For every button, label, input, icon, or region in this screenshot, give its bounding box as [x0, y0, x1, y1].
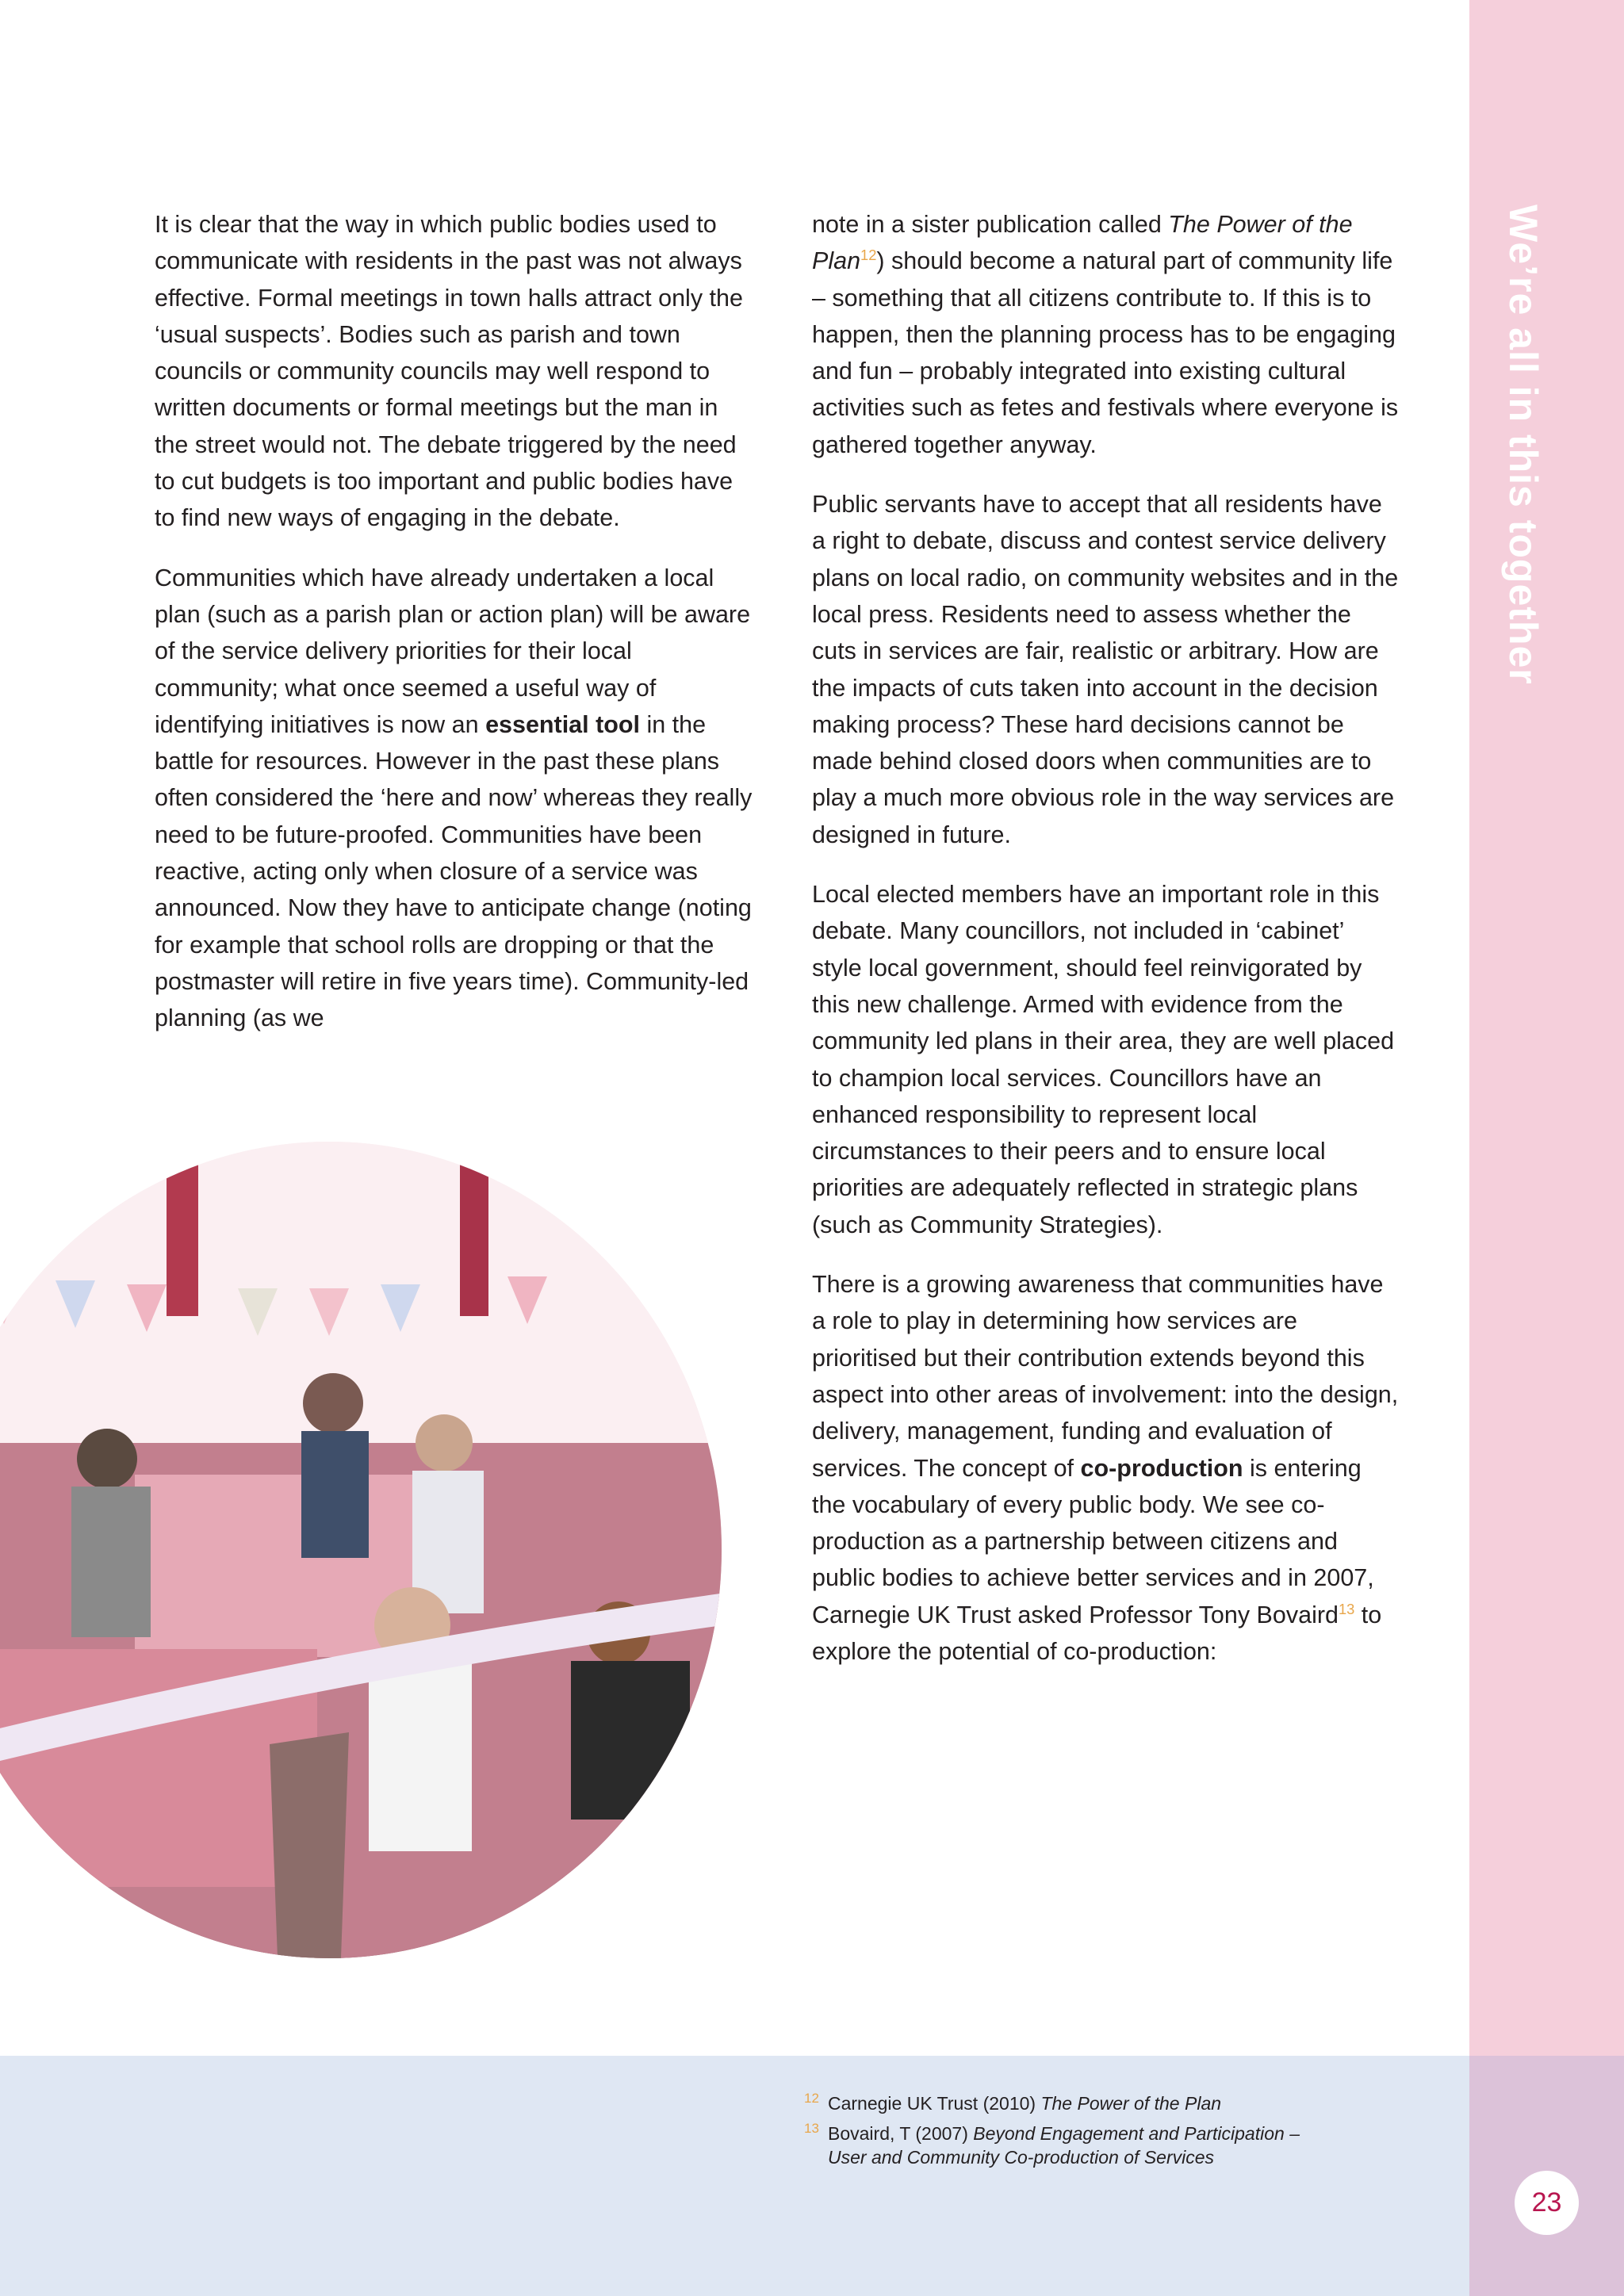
- footnote-number: 12: [804, 2091, 819, 2106]
- footnote: [802, 2122, 1300, 2169]
- bold-text: essential tool: [485, 710, 640, 738]
- paragraph: It is clear that the way in which public bodies used to communicate with residents in the past was not always effective. Formal meetings in town halls attract only the ‘usual suspects’. Bodies such as parish and town councils or community councils may well respond to written documents or formal meetings but the man in the street would not. The debate triggered by the need to cut budgets is too important and public bodies have to find new ways of engaging in the debate.: [155, 211, 743, 532]
- left-column: [155, 206, 757, 1060]
- text-run: in the battle for resources. However in the past these plans often considered the ‘here and now’ whereas they really need to be future-proofed. Communities have been reactive, acting only when closure of a service was announced. Now they have to anticipate change (noting for example that school rolls are dropping or that the postmaster will retire in five years time). Community-led planning (as we: [155, 710, 753, 1032]
- text-run: There is a growing awareness that communities have a role to play in determining how services are prioritised but their contribution extends beyond this aspect into other areas of involvement: into the design, delivery, management, funding and evaluation of services. The concept of: [812, 1271, 1399, 1482]
- footnote: [802, 2091, 1300, 2115]
- sidebar: [1469, 0, 1624, 2056]
- paragraph: [812, 1266, 1399, 1670]
- text-run: is entering the vocabulary of every public body. We see co-production as a partnership between citizens and public bodies to achieve better services and in 2007, Carnegie UK Trust asked Professor Tony Bovaird: [812, 1454, 1374, 1628]
- italic-title: The Power of the Plan: [812, 211, 1353, 275]
- footnote-ref: 13: [1338, 1600, 1355, 1617]
- sidebar-title: We’re all in this together: [1501, 205, 1545, 685]
- paragraph: [812, 206, 1399, 463]
- text-run: note in a sister publication called: [812, 211, 1169, 238]
- footnote-text: Bovaird, T (2007): [828, 2123, 974, 2144]
- right-column: [812, 206, 1399, 1693]
- footnote-title-continued: User and Community Co-production of Services: [828, 2147, 1215, 2168]
- paragraph: Local elected members have an important role in this debate. Many councillors, not included in ‘cabinet’ style local government, should feel reinvigorated by this new challenge. Armed with evidence from the community led plans in their area, they are well placed to champion local services. Councillors have an enhanced responsibility to represent local circumstances to their peers and to ensure local priorities are adequately reflected in strategic plans (such as Community Strategies).: [812, 881, 1395, 1238]
- footnote-title: The Power of the Plan: [1040, 2093, 1222, 2114]
- footnotes: [802, 2091, 1300, 2175]
- bold-text: co-production: [1080, 1454, 1243, 1482]
- text-run: Communities which have already undertaken a local plan (such as a parish plan or action plan) will be aware of the service delivery priorities for their local community; what once seemed a useful way of identifying initiatives is now an: [155, 564, 751, 738]
- community-event-photo: [0, 1142, 722, 1958]
- page-number: 23: [1515, 2171, 1579, 2235]
- paragraph: [155, 560, 757, 1037]
- photo-illustration: [0, 1142, 722, 1958]
- text-run: ) should become a natural part of community life – something that all citizens contribute to. If this is to happen, then the planning process has to be engaging and fun – probably integrated into existing cultural activities such as fetes and festivals where everyone is gathered together anyway.: [812, 247, 1399, 458]
- footnote-title: Beyond Engagement and Participation –: [973, 2123, 1300, 2144]
- footnote-ref: 12: [860, 247, 877, 264]
- footnote-text: Carnegie UK Trust (2010): [828, 2093, 1041, 2114]
- footnote-number: 13: [804, 2121, 819, 2136]
- text-run: to explore the potential of co-production:: [812, 1601, 1382, 1665]
- paragraph: Public servants have to accept that all residents have a right to debate, discuss and contest service delivery plans on local radio, on community websites and in the local press. Residents need to assess whether the cuts in services are fair, realistic or arbitrary. How are the impacts of cuts taken into account in the decision making process? These hard decisions cannot be made behind closed doors when communities are to play a much more obvious role in the way services are designed in future.: [812, 491, 1399, 848]
